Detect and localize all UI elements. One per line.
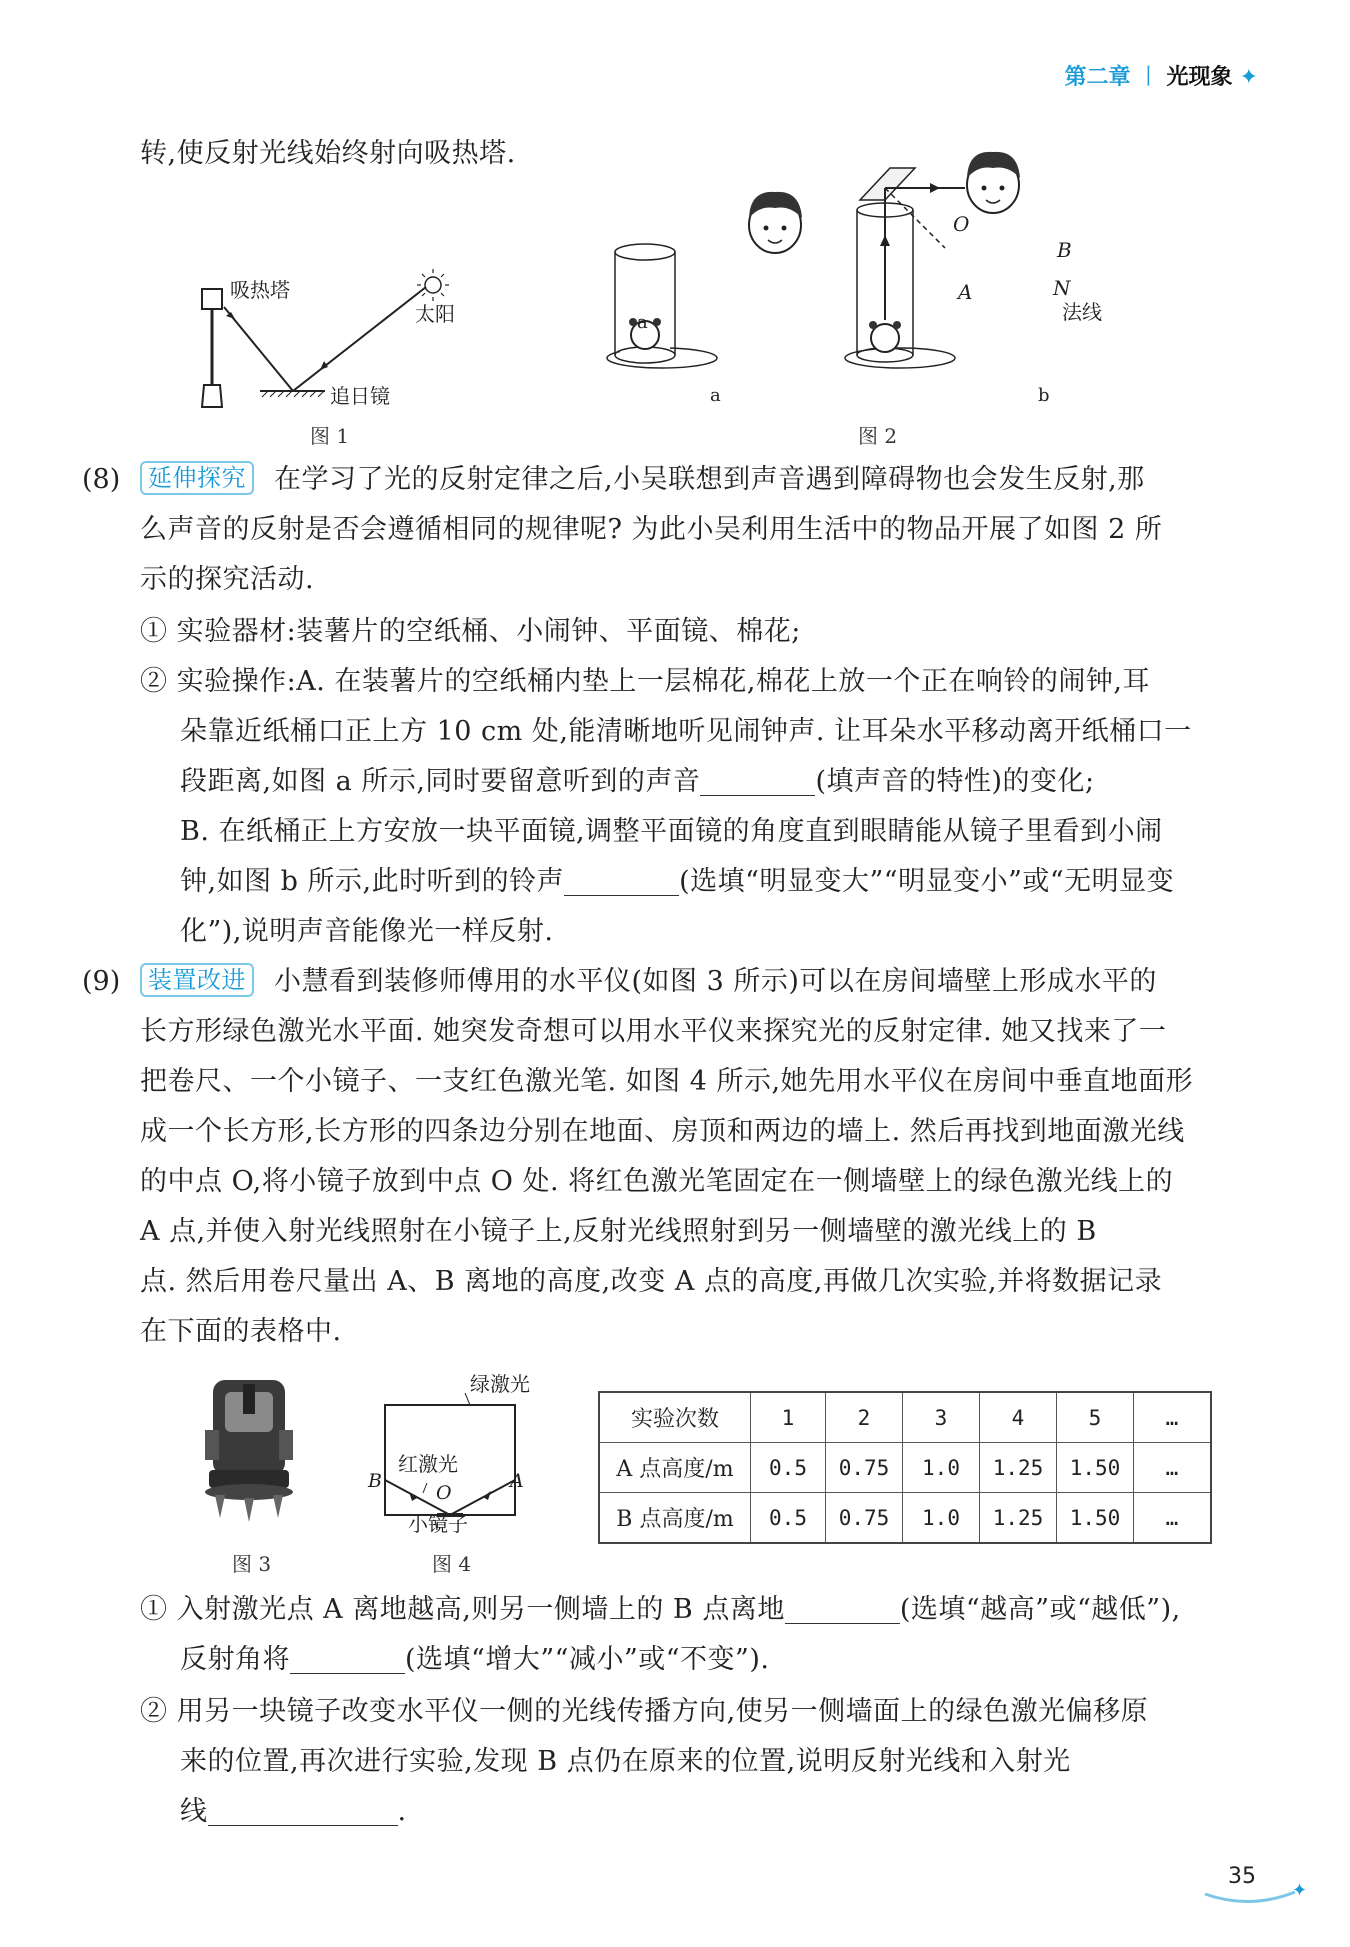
q8-tag: 延伸探究 <box>140 461 254 495</box>
table-row <box>599 1493 1211 1544</box>
table-cell: A 点高度/m <box>599 1443 751 1493</box>
table-cell: 0.5 <box>751 1443 826 1493</box>
table-cell: 1.0 <box>903 1493 980 1544</box>
normal-label: 法线 <box>1062 300 1102 324</box>
q9-line-1 <box>140 962 1157 1002</box>
point-b-label: B <box>1057 238 1072 262</box>
q9-line-2: 长方形绿色激光水平面. 她突发奇想可以用水平仪来探究光的反射定律. 她又找来了一 <box>140 1016 1167 1047</box>
table-cell: 1.0 <box>903 1443 980 1493</box>
q9-item2-l3-pre: 线 <box>180 1796 208 1827</box>
q8-item2-text-1: 实验操作:A. 在装薯片的空纸桶内垫上一层棉花,棉花上放一个正在响铃的闹钟,耳 <box>176 666 1151 697</box>
q9-item1-l1-post: (选填“越高”或“越低”), <box>899 1594 1181 1625</box>
table-cell: 1.50 <box>1057 1443 1134 1493</box>
q8-item2-l2: 朵靠近纸桶口正上方 10 cm 处,能清晰地听见闹钟声. 让耳朵水平移动离开纸桶口一 <box>180 716 1192 747</box>
q8-itemb-l1: B. 在纸桶正上方安放一块平面镜,调整平面镜的角度直到眼睛能从镜子里看到小闹 <box>180 816 1163 847</box>
figure-3-laser-level <box>195 1370 305 1540</box>
mirror-label: 追日镜 <box>330 384 390 408</box>
q9-item2-mark: ② <box>140 1696 168 1727</box>
answer-blank-sound-property[interactable] <box>700 765 815 796</box>
q9-item1-mark: ① <box>140 1594 168 1625</box>
table-cell: 3 <box>903 1392 980 1443</box>
table-cell: 0.5 <box>751 1493 826 1544</box>
listener-face-b-icon <box>967 152 1020 213</box>
q9-item2-l1 <box>140 1692 1148 1732</box>
point-n-label: N <box>1053 276 1071 300</box>
table-cell: 5 <box>1057 1392 1134 1443</box>
green-laser-label: 绿激光 <box>470 1372 530 1396</box>
q9-line-4: 成一个长方形,长方形的四条边分别在地面、房顶和两边的墙上. 然后再找到地面激光线 <box>140 1116 1185 1147</box>
q9-item2-l2: 来的位置,再次进行实验,发现 B 点仍在原来的位置,说明反射光线和入射光 <box>180 1746 1071 1777</box>
figure-4-caption: 图 4 <box>432 1552 472 1576</box>
q8-itemb-l2-post: (选填“明显变大”“明显变小”或“无明显变 <box>679 866 1175 897</box>
intro-line: 转,使反射光线始终射向吸热塔. <box>140 138 516 169</box>
q8-text-1: 在学习了光的反射定律之后,小吴联想到声音遇到障碍物也会发生反射,那 <box>274 464 1145 495</box>
table-cell: 0.75 <box>826 1493 903 1544</box>
chapter-title: 光现象 <box>1166 65 1233 90</box>
q9-line-8: 在下面的表格中. <box>140 1316 342 1347</box>
subfig-b-label: b <box>1038 385 1050 406</box>
q9-item2-l3 <box>180 1792 407 1832</box>
figure-3-caption: 图 3 <box>232 1552 272 1576</box>
q9-line-5: 的中点 O,将小镜子放到中点 O 处. 将红色激光笔固定在一侧墙壁上的绿色激光线上的 <box>140 1166 1174 1197</box>
q8-item2-l1 <box>140 662 1150 702</box>
fig4-point-b: B <box>368 1470 382 1492</box>
q8-line-2: 么声音的反射是否会遵循相同的规律呢? 为此小吴利用生活中的物品开展了如图 2 所 <box>140 514 1163 545</box>
table-cell: … <box>1134 1443 1212 1493</box>
table-cell: 1 <box>751 1392 826 1443</box>
q8-itemb-l2 <box>180 862 1174 902</box>
q8-line-3: 示的探究活动. <box>140 564 315 595</box>
listener-face-a-icon <box>749 192 802 253</box>
svg-text:✦: ✦ <box>1292 1880 1308 1901</box>
figure-2-caption: 图 2 <box>858 424 898 448</box>
table-header-row <box>599 1392 1211 1443</box>
fig4-point-a: A <box>510 1470 524 1492</box>
sun-label: 太阳 <box>415 302 455 326</box>
small-mirror-label: 小镜子 <box>408 1512 468 1536</box>
table-cell: B 点高度/m <box>599 1493 751 1544</box>
q9-line-3: 把卷尺、一个小镜子、一支红色激光笔. 如图 4 所示,她先用水平仪在房间中垂直地面形 <box>140 1066 1194 1097</box>
table-cell: 实验次数 <box>599 1392 751 1443</box>
figure-1-solar-tower <box>190 265 455 415</box>
chapter-number: 第二章 <box>1064 65 1131 90</box>
tower-label: 吸热塔 <box>230 278 290 302</box>
table-cell: … <box>1134 1392 1212 1443</box>
q9-line-7: 点. 然后用卷尺量出 A、B 离地的高度,改变 A 点的高度,再做几次实验,并将数据记录 <box>140 1266 1163 1297</box>
q8-number: (8) <box>82 464 121 495</box>
q8-item2-mark: ② <box>140 666 168 697</box>
q8-item2-l3 <box>180 762 1095 802</box>
answer-blank-reflection-angle[interactable] <box>290 1643 405 1674</box>
sparkle-icon: ✦ <box>1239 65 1258 90</box>
table-cell: 1.25 <box>980 1493 1057 1544</box>
header-separator: 丨 <box>1137 65 1160 90</box>
table-cell: 4 <box>980 1392 1057 1443</box>
red-laser-label: 红激光 <box>398 1452 458 1476</box>
answer-blank-bell-sound[interactable] <box>564 865 679 896</box>
fig4-point-o: O <box>436 1482 452 1504</box>
q9-item1-l2-pre: 反射角将 <box>180 1644 290 1675</box>
figure-1-caption: 图 1 <box>310 424 350 448</box>
q8-itemb-l3: 化”),说明声音能像光一样反射. <box>180 916 554 947</box>
table-row <box>599 1443 1211 1493</box>
q9-item1-l2 <box>180 1640 769 1680</box>
table-cell: 2 <box>826 1392 903 1443</box>
q8-item1-mark: ① <box>140 616 168 647</box>
q8-item1-text: 实验器材:装薯片的空纸桶、小闹钟、平面镜、棉花; <box>176 616 801 647</box>
figure-2-sound-reflection <box>600 180 1130 410</box>
subfig-a-label: a <box>710 385 721 406</box>
q9-item1-l2-post: (选填“增大”“减小”或“不变”). <box>405 1644 770 1675</box>
subfig-a-label: a <box>637 312 648 333</box>
table-cell: 0.75 <box>826 1443 903 1493</box>
q9-line-6: A 点,并使入射光线照射在小镜子上,反射光线照射到另一侧墙壁的激光线上的 B <box>140 1216 1097 1247</box>
point-a-label: A <box>958 280 973 304</box>
q9-item1-l1 <box>140 1590 1181 1630</box>
q9-item1-l1-pre: 入射激光点 A 离地越高,则另一侧墙上的 B 点离地 <box>176 1594 785 1625</box>
q8-item2-l3-pre: 段距离,如图 a 所示,同时要留意听到的声音 <box>180 766 701 797</box>
table-cell: 1.50 <box>1057 1493 1134 1544</box>
q8-itemb-l2-pre: 钟,如图 b 所示,此时听到的铃声 <box>180 866 565 897</box>
chapter-header <box>1065 60 1258 91</box>
page-number: 35 <box>1228 1864 1256 1889</box>
q9-item2-l3-post: . <box>397 1796 407 1827</box>
q9-item2-text-1: 用另一块镜子改变水平仪一侧的光线传播方向,使另一侧墙面上的绿色激光偏移原 <box>176 1696 1149 1727</box>
answer-blank-same-plane[interactable] <box>208 1795 398 1826</box>
answer-blank-b-height[interactable] <box>785 1593 900 1624</box>
q9-tag: 装置改进 <box>140 963 254 997</box>
q9-number: (9) <box>82 966 121 997</box>
q8-line-1 <box>140 460 1145 500</box>
q9-text-1: 小慧看到装修师傅用的水平仪(如图 3 所示)可以在房间墙壁上形成水平的 <box>274 966 1157 997</box>
point-o-label: O <box>953 212 970 236</box>
q8-item2-l3-post: (填声音的特性)的变化; <box>815 766 1095 797</box>
data-table <box>598 1391 1212 1544</box>
table-cell: … <box>1134 1493 1212 1544</box>
q8-item1 <box>140 612 801 652</box>
table-cell: 1.25 <box>980 1443 1057 1493</box>
